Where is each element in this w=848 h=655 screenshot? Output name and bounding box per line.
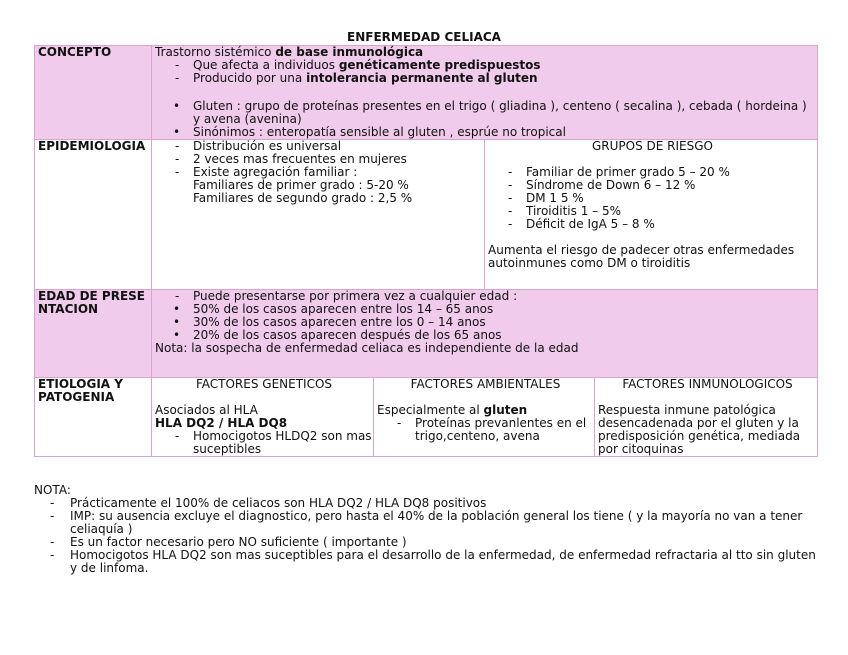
inm-text: Respuesta inmune patológica desencadenada por el gluten y la predisposición genética, mediada por citoquinas xyxy=(598,403,801,456)
epidemiologia-right xyxy=(485,140,818,290)
gen-line-1: Asociados al HLA xyxy=(155,403,258,417)
nota-item-2: - IMP: su ausencia excluye el diagnostico, pero hasta el 40% de la población general los tiene ( y la mayoría no van a tener celiaquía ) xyxy=(34,510,824,536)
immunologic-factors xyxy=(595,378,818,457)
nota-item-3: - Es un factor necesario pero NO suficiente ( importante ) xyxy=(34,536,824,549)
concepto-dash-1: - Que afecta a individuos genéticamente predispuestos xyxy=(155,59,817,72)
celiac-table xyxy=(34,45,818,457)
amb-title: FACTORES AMBIENTALES xyxy=(410,377,561,391)
concepto-content xyxy=(152,46,818,140)
environmental-factors xyxy=(374,378,595,457)
riesgo-item-1: - Familiar de primer grado 5 – 20 % xyxy=(488,166,817,179)
epidemiologia-left xyxy=(152,140,485,290)
row-epidemiologia xyxy=(35,140,818,290)
riesgo-item-3: - DM 1 5 % xyxy=(488,192,817,205)
riesgo-title: GRUPOS DE RIESGO xyxy=(592,139,713,153)
edad-dash-1: - Puede presentarse por primera vez a cualquier edad : xyxy=(155,290,817,303)
row-concepto xyxy=(35,46,818,140)
epi-item-2: - 2 veces mas frecuentes en mujeres xyxy=(155,153,484,166)
inm-title: FACTORES INMUNOLOGICOS xyxy=(622,377,793,391)
riesgo-item-4: - Tiroiditis 1 – 5% xyxy=(488,205,817,218)
label-edad: EDAD DE PRESENTACION xyxy=(35,290,152,378)
edad-bullet-3: • 20% de los casos aparecen después de los 65 anos xyxy=(155,329,817,342)
epi-sub-1: Familiares de primer grado : 5-20 % xyxy=(193,178,409,192)
label-epidemiologia: EPIDEMIOLOGIA xyxy=(35,140,152,290)
concepto-dash-2: - Producido por una intolerancia permanente al gluten xyxy=(155,72,817,85)
riesgo-item-2: - Síndrome de Down 6 – 12 % xyxy=(488,179,817,192)
nota-item-1: - Prácticamente el 100% de celiacos son HLA DQ2 / HLA DQ8 positivos xyxy=(34,497,824,510)
concepto-bullet-1: • Gluten : grupo de proteínas presentes en el trigo ( gliadina ), centeno ( secalina ), cebada ( hordeina ) y avena (avenina) xyxy=(155,100,817,126)
epi-item-3: - Existe agregación familiar : xyxy=(155,166,484,179)
gen-dash-1: - Homocigotos HLDQ2 son mas suceptibles xyxy=(155,430,373,456)
edad-bullet-1: • 50% de los casos aparecen entre los 14 – 65 anos xyxy=(155,303,817,316)
concepto-line1: Trastorno sistémico de base inmunológica xyxy=(155,45,424,59)
riesgo-item-5: - Déficit de IgA 5 – 8 % xyxy=(488,218,817,231)
label-etiologia: ETIOLOGIA Y PATOGENIA xyxy=(35,378,152,457)
nota-item-4: - Homocigotos HLA DQ2 son mas suceptibles para el desarrollo de la enfermedad, de enfermedad refractaria al tto sin gluten y de linfoma. xyxy=(34,549,824,575)
genetic-factors xyxy=(152,378,374,457)
epi-item-1: - Distribución es universal xyxy=(155,140,484,153)
edad-content xyxy=(152,290,818,378)
amb-dash-1: - Proteínas prevanlentes en el trigo,centeno, avena xyxy=(377,417,594,443)
gen-title: FACTORES GENETICOS xyxy=(195,377,333,391)
edad-bullet-2: • 30% de los casos aparecen entre los 0 – 14 anos xyxy=(155,316,817,329)
nota-section xyxy=(34,484,824,575)
nota-label: NOTA: xyxy=(34,483,71,497)
riesgo-note: Aumenta el riesgo de padecer otras enfermedades autoinmunes como DM o tiroiditis xyxy=(488,243,795,270)
amb-line-1: Especialmente al gluten xyxy=(377,403,528,417)
epi-sub-2: Familiares de segundo grado : 2,5 % xyxy=(193,191,413,205)
gen-line-2: HLA DQ2 / HLA DQ8 xyxy=(155,416,288,430)
row-edad xyxy=(35,290,818,378)
edad-nota: Nota: la sospecha de enfermedad celiaca es independiente de la edad xyxy=(155,341,579,355)
document-title: ENFERMEDAD CELIACA xyxy=(347,30,501,44)
label-concepto: CONCEPTO xyxy=(35,46,152,140)
row-etiologia xyxy=(35,378,818,457)
concepto-bullet-2: • Sinónimos : enteropatía sensible al gluten , esprúe no tropical xyxy=(155,126,817,139)
